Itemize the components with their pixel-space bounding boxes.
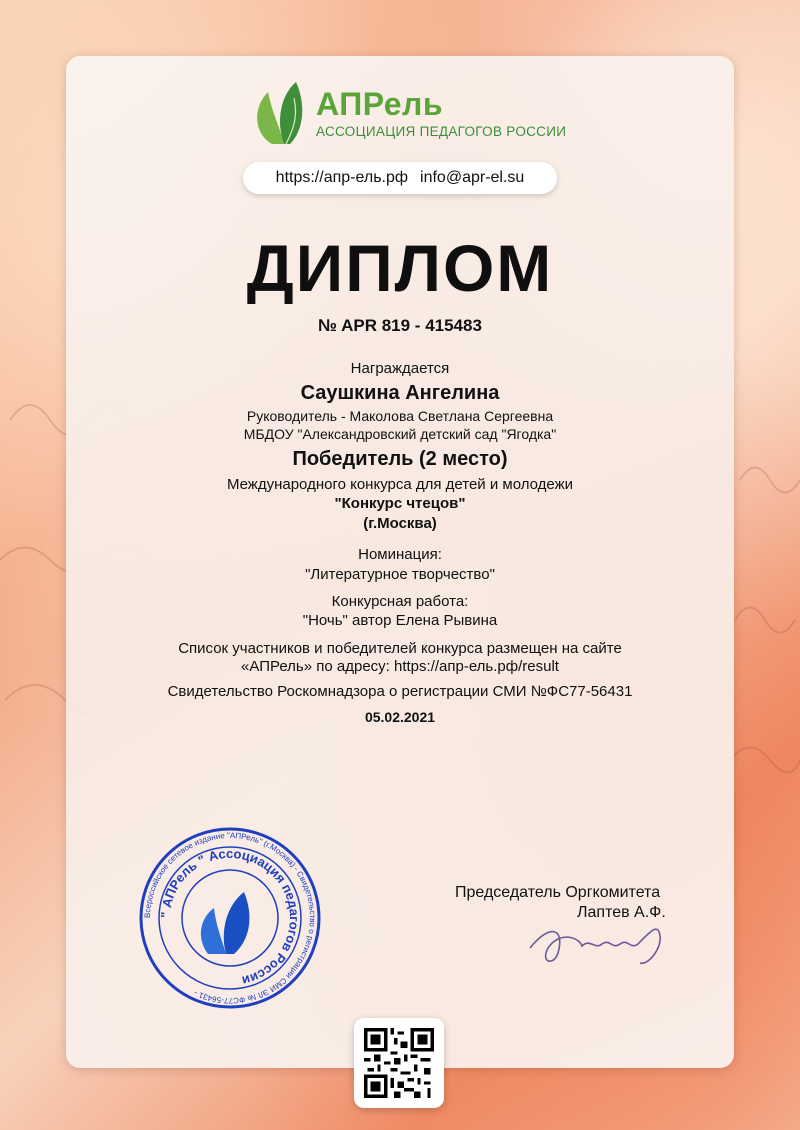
- email-link[interactable]: info@apr-el.su: [420, 169, 525, 186]
- results-note-line-2: «АПРель» по адресу: https://апр-ель.рф/result: [241, 658, 559, 675]
- diploma-number: № APR 819 - 415483: [318, 316, 482, 335]
- contest-line: Международного конкурса для детей и молодежи: [226, 476, 574, 493]
- chairman-name: Лаптев А.Ф.: [577, 904, 666, 921]
- place-title: Победитель (2 место): [292, 448, 508, 470]
- issue-date: 05.02.2021: [364, 709, 436, 725]
- signature-mark: [520, 908, 680, 978]
- contact-pill: [243, 162, 557, 194]
- diploma-title: ДИПЛОМ: [246, 231, 554, 305]
- website-link[interactable]: https://апр-ель.рф: [275, 169, 409, 186]
- logo-subtitle: АССОЦИАЦИЯ ПЕДАГОГОВ РОССИИ: [316, 124, 567, 139]
- work-label: Конкурсная работа:: [331, 593, 469, 610]
- organization-line: МБДОУ "Александровский детский сад "Ягодка": [243, 426, 557, 442]
- contest-name: "Конкурс чтецов": [334, 495, 466, 512]
- organization-stamp: [138, 826, 322, 1010]
- stamp-outer-text: Всероссийское сетевое издание "АПРель" (г.Москва) - Свидетельство о регистрации СМИ ЭЛ № ФС77-56431 -: [142, 830, 318, 1006]
- qr-code-icon: [364, 1028, 434, 1098]
- awarded-label: Награждается: [350, 360, 450, 377]
- work-value: "Ночь" автор Елена Рывина: [302, 612, 498, 629]
- nomination-label: Номинация:: [358, 546, 442, 563]
- recipient-name: Саушкина Ангелина: [300, 382, 500, 404]
- contest-city: (г.Москва): [363, 515, 437, 532]
- registration-certificate: Свидетельство Роскомнадзора о регистрации СМИ №ФС77-56431: [167, 683, 633, 700]
- qr-code[interactable]: [354, 1018, 444, 1108]
- results-note-line-1: Список участников и победителей конкурса размещен на сайте: [178, 640, 622, 657]
- leader-line: Руководитель - Маколова Светлана Сергеевна: [246, 408, 554, 424]
- nomination-value: "Литературное творчество": [305, 566, 495, 583]
- stamp-inner-text: " АПРель " Ассоциация педагогов России: [157, 845, 303, 989]
- chairman-title: Председатель Оргкомитета: [455, 884, 661, 901]
- logo-name: АПРель: [316, 86, 444, 122]
